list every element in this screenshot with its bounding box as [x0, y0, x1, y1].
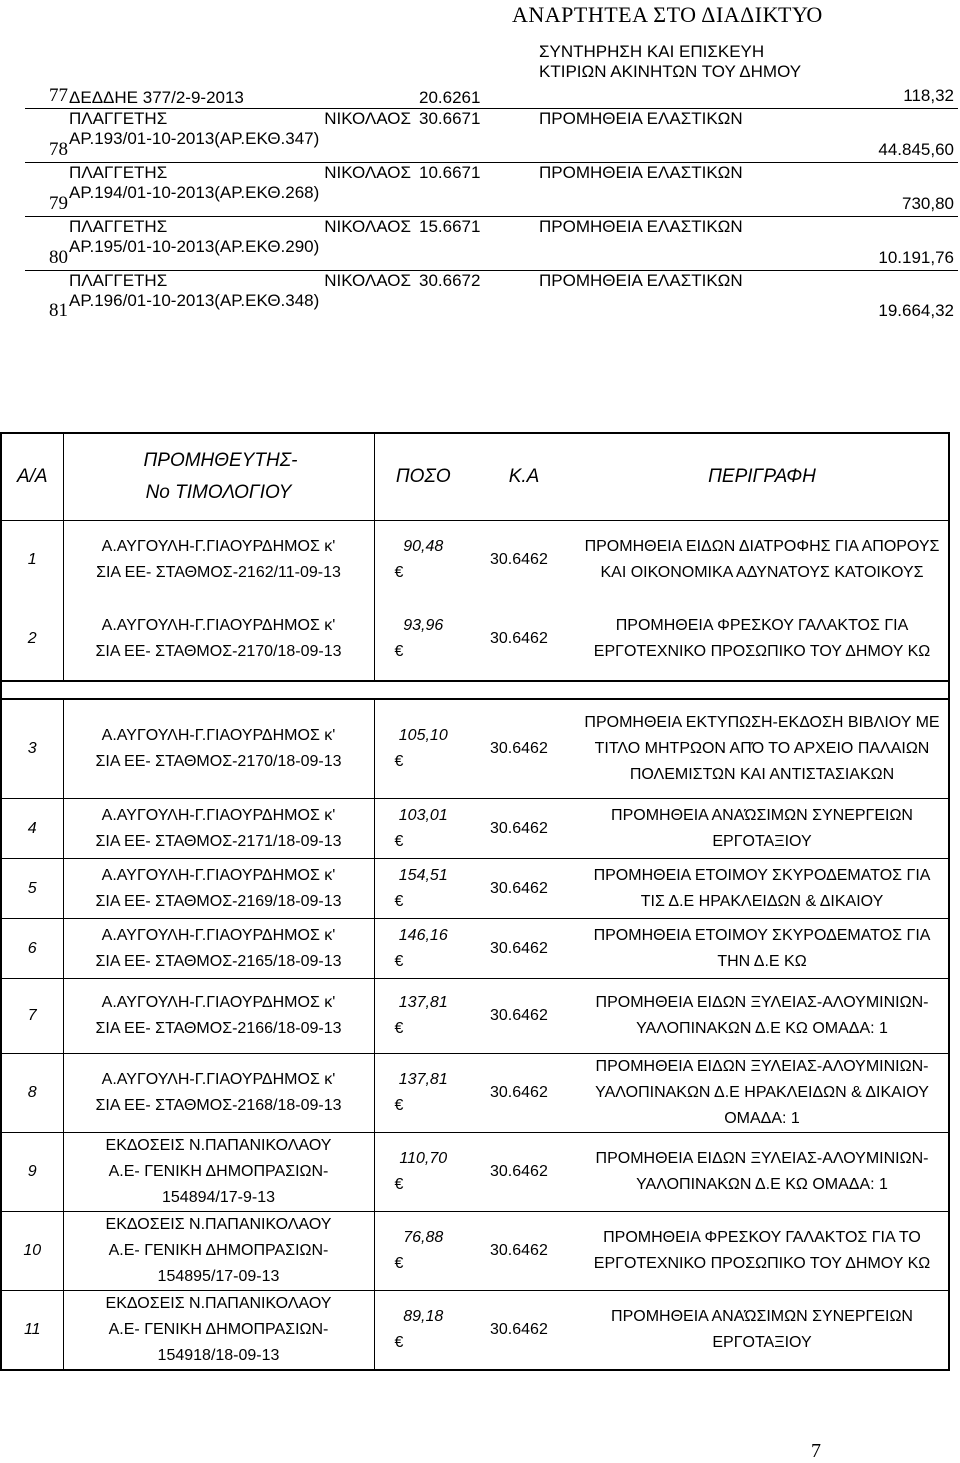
- table-row: [1, 1133, 949, 1212]
- supplier-invoice: ΑΡ.194/01-10-2013(ΑΡ.ΕΚΘ.268): [69, 182, 320, 202]
- amount-value: 110,70: [399, 1150, 448, 1167]
- supplier-cell: Α.ΑΥΓΟΥΛΗ-Γ.ΓΙΑΟΥΡΔΗΜΟΣ κ' ΣΙΑ ΕΕ- ΣΤΑΘΜΟΣ-2170/18-09-13: [63, 699, 374, 799]
- amount-value: 105,10: [398, 726, 448, 744]
- ka-cell: 30.6462: [472, 699, 576, 799]
- amount-cell: [374, 1291, 472, 1371]
- bottom-payments-table: [0, 432, 950, 1371]
- supplier-cell: [65, 162, 415, 216]
- row-number: 2: [1, 599, 63, 681]
- description-cell: ΣΥΝΤΗΡΗΣΗ ΚΑΙ ΕΠΙΣΚΕΥΗ ΚΤΙΡΙΩΝ ΑΚΙΝΗΤΩΝ ΤΟΥ ΔΗΜΟΥ: [539, 42, 802, 81]
- ka-cell: 30.6462: [472, 1212, 576, 1291]
- table-row: [1, 1212, 949, 1291]
- ka-cell: 30.6462: [472, 919, 576, 979]
- table-row: [25, 162, 958, 216]
- gap-cell: [576, 681, 949, 699]
- table-row: [1, 521, 949, 599]
- amount-value: 90,48: [403, 537, 444, 555]
- supplier-cell: ΕΚΔΟΣΕΙΣ Ν.ΠΑΠΑΝΙΚΟΛΑΟΥ Α.Ε- ΓΕΝΙΚΗ ΔΗΜΟΠΡΑΣΙΩΝ- 154894/17-9-13: [63, 1133, 374, 1212]
- supplier-cell: [65, 38, 415, 108]
- page-header-title: ΑΝΑΡΤΗΤΕΑ ΣΤΟ ΔΙΑΔΙΚΤΥΟ: [512, 2, 823, 27]
- table-row: [1, 979, 949, 1054]
- description-cell: ΠΡΟΜΗΘΕΙΑ ΕΛΑΣΤΙΚΩΝ: [535, 216, 835, 270]
- row-number: 1: [1, 521, 63, 599]
- amount-cell: 730,80: [835, 162, 958, 216]
- ka-cell: 30.6462: [472, 599, 576, 681]
- code-cell: 30.6671: [415, 108, 535, 162]
- amount-cell: 19.664,32: [835, 270, 958, 323]
- table-row: [1, 799, 949, 859]
- supplier-cell: [65, 270, 415, 323]
- row-number: 77: [49, 84, 68, 106]
- description-cell: ΠΡΟΜΗΘΕΙΑ ΑΝΑΏΣΙΜΩΝ ΣΥΝΕΡΓΕΙΩΝ ΕΡΓΟΤΑΞΙΟΥ: [576, 1291, 949, 1371]
- supplier-invoice: ΑΡ.195/01-10-2013(ΑΡ.ΕΚΘ.290): [69, 236, 320, 256]
- supplier-cell: Α.ΑΥΓΟΥΛΗ-Γ.ΓΙΑΟΥΡΔΗΜΟΣ κ' ΣΙΑ ΕΕ- ΣΤΑΘΜΟΣ-2170/18-09-13: [63, 599, 374, 681]
- description-cell: ΠΡΟΜΗΘΕΙΑ ΑΝΑΏΣΙΜΩΝ ΣΥΝΕΡΓΕΙΩΝ ΕΡΓΟΤΑΞΙΟΥ: [576, 799, 949, 859]
- table-row: [25, 216, 958, 270]
- row-number: 9: [1, 1133, 63, 1212]
- table-gap-row: [1, 681, 949, 699]
- description-cell: ΠΡΟΜΗΘΕΙΑ ΕΙΔΩΝ ΞΥΛΕΙΑΣ-ΑΛΟΥΜΙΝΙΩΝ-ΥΑΛΟΠΙΝΑΚΩΝ Δ.Ε ΚΩ ΟΜΑΔΑ: 1: [576, 979, 949, 1054]
- ka-cell: 30.6462: [472, 799, 576, 859]
- page-number: 7: [811, 1440, 821, 1462]
- supplier-name: ΠΛΑΓΓΕΤΗΣ: [69, 108, 168, 128]
- supplier-name-2: ΝΙΚΟΛΑΟΣ: [324, 270, 411, 290]
- description-cell: ΠΡΟΜΗΘΕΙΑ ΕΙΔΩΝ ΔΙΑΤΡΟΦΗΣ ΓΙΑ ΑΠΟΡΟΥΣ ΚΑΙ ΟΙΚΟΝΟΜΙΚΑ ΑΔΥΝΑΤΟΥΣ ΚΑΤΟΙΚΟΥΣ: [576, 521, 949, 599]
- row-number: 78: [25, 108, 65, 162]
- ka-cell: 30.6462: [472, 1291, 576, 1371]
- supplier-cell: Α.ΑΥΓΟΥΛΗ-Γ.ΓΙΑΟΥΡΔΗΜΟΣ κ' ΣΙΑ ΕΕ- ΣΤΑΘΜΟΣ-2165/18-09-13: [63, 919, 374, 979]
- code-cell: 15.6671: [415, 216, 535, 270]
- description-cell: ΠΡΟΜΗΘΕΙΑ ΕΛΑΣΤΙΚΩΝ: [535, 162, 835, 216]
- euro-symbol: €: [394, 1020, 404, 1037]
- amount-value: 146,16: [398, 926, 448, 944]
- supplier-cell: Α.ΑΥΓΟΥΛΗ-Γ.ΓΙΑΟΥΡΔΗΜΟΣ κ' ΣΙΑ ΕΕ- ΣΤΑΘΜΟΣ-2162/11-09-13: [63, 521, 374, 599]
- amount-value: 103,01: [398, 806, 448, 824]
- euro-symbol: €: [394, 752, 404, 770]
- amount-cell: [374, 699, 472, 799]
- table-row: [25, 108, 958, 162]
- code-cell: 20.6261: [419, 87, 481, 107]
- euro-symbol: €: [394, 892, 404, 910]
- header-description: ΠΕΡΙΓΡΑΦΗ: [576, 433, 949, 521]
- description-cell: ΠΡΟΜΗΘΕΙΑ ΕΙΔΩΝ ΞΥΛΕΙΑΣ-ΑΛΟΥΜΙΝΙΩΝ-ΥΑΛΟΠΙΝΑΚΩΝ Δ.Ε ΗΡΑΚΛΕΙΔΩΝ & ΔΙΚΑΙΟΥ ΟΜΑΔΑ: 1: [576, 1054, 949, 1133]
- row-number: 7: [1, 979, 63, 1054]
- top-payments-table: [25, 38, 958, 323]
- row-number: 6: [1, 919, 63, 979]
- amount-cell: [374, 979, 472, 1054]
- table-row: [25, 38, 958, 108]
- code-cell: 30.6672: [415, 270, 535, 323]
- gap-cell: [374, 681, 472, 699]
- euro-symbol: €: [394, 1176, 404, 1193]
- amount-value: 93,96: [403, 617, 444, 634]
- table-header-row: [1, 433, 949, 521]
- supplier-name: ΠΛΑΓΓΕΤΗΣ: [69, 270, 168, 290]
- euro-symbol: €: [394, 1097, 404, 1114]
- description-cell: ΠΡΟΜΗΘΕΙΑ ΦΡΕΣΚΟΥ ΓΑΛΑΚΤΟΣ ΓΙΑ ΕΡΓΟΤΕΧΝΙΚΟ ΠΡΟΣΩΠΙΚΟ ΤΟΥ ΔΗΜΟΥ ΚΩ: [576, 599, 949, 681]
- table-row: [1, 1054, 949, 1133]
- euro-symbol: €: [394, 952, 404, 970]
- supplier-name-2: ΝΙΚΟΛΑΟΣ: [324, 108, 411, 128]
- amount-value: 76,88: [403, 1229, 444, 1246]
- amount-cell: 44.845,60: [835, 108, 958, 162]
- euro-symbol: €: [394, 832, 404, 850]
- table-row: [1, 699, 949, 799]
- row-number: 81: [25, 270, 65, 323]
- supplier-cell: Α.ΑΥΓΟΥΛΗ-Γ.ΓΙΑΟΥΡΔΗΜΟΣ κ' ΣΙΑ ΕΕ- ΣΤΑΘΜΟΣ-2166/18-09-13: [63, 979, 374, 1054]
- amount-value: 89,18: [403, 1308, 444, 1325]
- ka-cell: 30.6462: [490, 550, 548, 568]
- description-cell: ΠΡΟΜΗΘΕΙΑ ΕΤΟΙΜΟΥ ΣΚΥΡΟΔΕΜΑΤΟΣ ΓΙΑ ΤΙΣ Δ.Ε ΗΡΑΚΛΕΙΔΩΝ & ΔΙΚΑΙΟΥ: [576, 859, 949, 919]
- gap-cell: [63, 681, 374, 699]
- description-cell: ΠΡΟΜΗΘΕΙΑ ΕΤΟΙΜΟΥ ΣΚΥΡΟΔΕΜΑΤΟΣ ΓΙΑ ΤΗΝ Δ.Ε ΚΩ: [576, 919, 949, 979]
- supplier-cell: [65, 216, 415, 270]
- amount-cell: [374, 799, 472, 859]
- amount-value: 154,51: [398, 866, 448, 884]
- euro-symbol: €: [394, 563, 404, 581]
- ka-cell: 30.6462: [472, 859, 576, 919]
- amount-cell: [374, 919, 472, 979]
- description-cell: ΠΡΟΜΗΘΕΙΑ ΕΙΔΩΝ ΞΥΛΕΙΑΣ-ΑΛΟΥΜΙΝΙΩΝ-ΥΑΛΟΠΙΝΑΚΩΝ Δ.Ε ΚΩ ΟΜΑΔΑ: 1: [576, 1133, 949, 1212]
- description-cell: ΠΡΟΜΗΘΕΙΑ ΕΚΤΥΠΩΣΗ-ΕΚΔΟΣΗ ΒΙΒΛΙΟΥ ΜΕ ΤΙΤΛΟ ΜΗΤΡΩΟΝ ΑΠΌ ΤΟ ΑΡΧΕΙΟ ΠΑΛΑΙΩΝ ΠΟΛΕΜΙΣΤΩΝ ΚΑΙ ΑΝΤΙΣΤΑΣΙΑΚΩΝ: [576, 699, 949, 799]
- gap-cell: [472, 681, 576, 699]
- ka-cell: 30.6462: [472, 1054, 576, 1133]
- amount-cell: [374, 1054, 472, 1133]
- euro-symbol: €: [394, 1255, 404, 1272]
- row-number: 11: [1, 1291, 63, 1371]
- supplier-cell: Α.ΑΥΓΟΥΛΗ-Γ.ΓΙΑΟΥΡΔΗΜΟΣ κ' ΣΙΑ ΕΕ- ΣΤΑΘΜΟΣ-2168/18-09-13: [63, 1054, 374, 1133]
- row-number: 4: [1, 799, 63, 859]
- supplier-invoice: ΑΡ.196/01-10-2013(ΑΡ.ΕΚΘ.348): [69, 290, 320, 310]
- header-ka: Κ.Α: [472, 433, 576, 521]
- header-aa: Α/Α: [1, 433, 63, 521]
- row-number: 8: [1, 1054, 63, 1133]
- header-supplier: ΠΡΟΜΗΘΕΥΤΗΣ- Νο ΤΙΜΟΛΟΓΙΟΥ: [63, 433, 374, 521]
- amount-value: 137,81: [398, 1071, 448, 1088]
- amount-cell: [374, 521, 472, 599]
- row-number: 3: [1, 699, 63, 799]
- description-cell: ΠΡΟΜΗΘΕΙΑ ΕΛΑΣΤΙΚΩΝ: [535, 108, 835, 162]
- supplier-cell: Α.ΑΥΓΟΥΛΗ-Γ.ΓΙΑΟΥΡΔΗΜΟΣ κ' ΣΙΑ ΕΕ- ΣΤΑΘΜΟΣ-2169/18-09-13: [63, 859, 374, 919]
- supplier-name-2: ΝΙΚΟΛΑΟΣ: [324, 162, 411, 182]
- amount-cell: [374, 1133, 472, 1212]
- euro-symbol: €: [394, 643, 404, 660]
- row-number: 10: [1, 1212, 63, 1291]
- description-cell: ΠΡΟΜΗΘΕΙΑ ΕΛΑΣΤΙΚΩΝ: [535, 270, 835, 323]
- table-row: [1, 859, 949, 919]
- table-row: [1, 919, 949, 979]
- row-number: 79: [25, 162, 65, 216]
- row-number: 5: [1, 859, 63, 919]
- table-row: [1, 1291, 949, 1371]
- amount-cell: [374, 599, 472, 681]
- row-number: 80: [25, 216, 65, 270]
- supplier-name: ΠΛΑΓΓΕΤΗΣ: [69, 216, 168, 236]
- supplier-cell: Α.ΑΥΓΟΥΛΗ-Γ.ΓΙΑΟΥΡΔΗΜΟΣ κ' ΣΙΑ ΕΕ- ΣΤΑΘΜΟΣ-2171/18-09-13: [63, 799, 374, 859]
- amount-cell: 10.191,76: [835, 216, 958, 270]
- supplier-cell: ΕΚΔΟΣΕΙΣ Ν.ΠΑΠΑΝΙΚΟΛΑΟΥ Α.Ε- ΓΕΝΙΚΗ ΔΗΜΟΠΡΑΣΙΩΝ- 154895/17-09-13: [63, 1212, 374, 1291]
- amount-cell: [374, 1212, 472, 1291]
- supplier-cell: [65, 108, 415, 162]
- ka-cell: 30.6462: [472, 1133, 576, 1212]
- supplier-name: ΔΕΔΔΗΕ 377/2-9-2013: [69, 87, 244, 107]
- amount-cell: [374, 859, 472, 919]
- supplier-cell: ΕΚΔΟΣΕΙΣ Ν.ΠΑΠΑΝΙΚΟΛΑΟΥ Α.Ε- ΓΕΝΙΚΗ ΔΗΜΟΠΡΑΣΙΩΝ- 154918/18-09-13: [63, 1291, 374, 1371]
- supplier-name-2: ΝΙΚΟΛΑΟΣ: [324, 216, 411, 236]
- gap-cell: [1, 681, 63, 699]
- header-amount: ΠΟΣΟ: [374, 433, 472, 521]
- table-row: [1, 599, 949, 681]
- table-row: [25, 270, 958, 323]
- supplier-name: ΠΛΑΓΓΕΤΗΣ: [69, 162, 168, 182]
- supplier-invoice: ΑΡ.193/01-10-2013(ΑΡ.ΕΚΘ.347): [69, 128, 320, 148]
- ka-cell: 30.6462: [472, 979, 576, 1054]
- code-cell: 10.6671: [415, 162, 535, 216]
- euro-symbol: €: [394, 1334, 404, 1351]
- description-cell: ΠΡΟΜΗΘΕΙΑ ΦΡΕΣΚΟΥ ΓΑΛΑΚΤΟΣ ΓΙΑ ΤΟ ΕΡΓΟΤΕΧΝΙΚΟ ΠΡΟΣΩΠΙΚΟ ΤΟΥ ΔΗΜΟΥ ΚΩ: [576, 1212, 949, 1291]
- amount-cell: 118,32: [903, 85, 954, 105]
- amount-value: 137,81: [398, 994, 448, 1011]
